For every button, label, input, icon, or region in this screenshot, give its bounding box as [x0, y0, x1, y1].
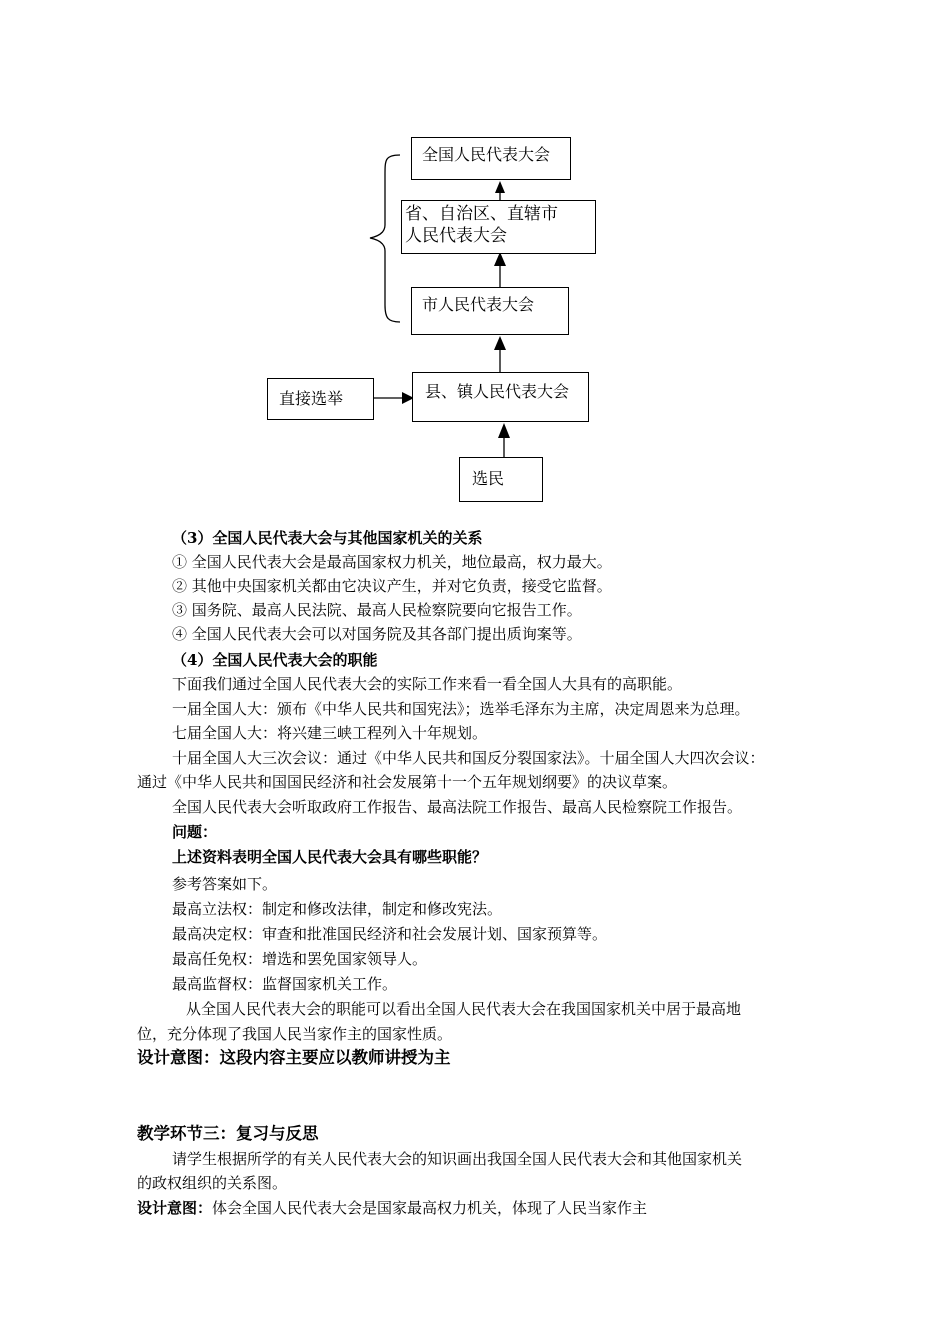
section3-heading: （3）全国人民代表大会与其他国家机关的关系 [172, 529, 483, 547]
node-voters [459, 457, 543, 502]
conclusion-line-1: 从全国人民代表大会的职能可以看出全国人民代表大会在我国国家机关中居于最高地 [186, 1000, 742, 1018]
arrow-up-icon [494, 252, 506, 266]
section3-item-2: ② 其他中央国家机关都由它决议产生，并对它负责，接受它监督。 [172, 577, 612, 595]
arrow-up-icon [494, 336, 506, 350]
section3-item-4: ④ 全国人民代表大会可以对国务院及其各部门提出质询案等。 [172, 625, 582, 643]
node-city [411, 287, 569, 335]
node-direct-election [267, 378, 374, 420]
diagram-connectors [0, 0, 950, 520]
part3-design-label: 设计意图： [137, 1199, 213, 1217]
node-npc-label: 全国人民代表大会 [422, 145, 551, 164]
answer-4: 最高监督权：监督国家机关工作。 [172, 975, 398, 993]
node-provincial-label-2: 人民代表大会 [405, 226, 507, 246]
grouping-brace [370, 155, 400, 322]
section4-paragraph-4: 全国人民代表大会听取政府工作报告、最高法院工作报告、最高人民检察院工作报告。 [172, 798, 743, 816]
part3-body-line-1: 请学生根据所学的有关人民代表大会的知识画出我国全国人民代表大会和其他国家机关 [172, 1150, 743, 1168]
node-county-label: 县、镇人民代表大会 [425, 382, 570, 401]
section4-paragraph-1: 一届全国人大：颁布《中华人民共和国宪法》；选举毛泽东为主席，决定周恩来为总理。 [172, 700, 750, 718]
node-county [412, 372, 589, 422]
node-city-label: 市人民代表大会 [422, 295, 535, 314]
answer-intro: 参考答案如下。 [172, 875, 278, 893]
node-voters-label: 选民 [472, 469, 505, 488]
node-npc [411, 137, 571, 180]
part3-heading: 教学环节三：复习与反思 [137, 1124, 319, 1143]
question-label: 问题： [172, 823, 218, 841]
section4-heading: （4）全国人民代表大会的职能 [172, 651, 378, 669]
part3-design-intent [137, 1196, 647, 1220]
answer-3: 最高任免权：增选和罢免国家领导人。 [172, 950, 428, 968]
section4-intro: 下面我们通过全国人民代表大会的实际工作来看一看全国人大具有的高职能。 [172, 675, 683, 693]
answer-2: 最高决定权：审查和批准国民经济和社会发展计划、国家预算等。 [172, 925, 608, 943]
section3-item-1: ① 全国人民代表大会是最高国家权力机关，地位最高，权力最大。 [172, 553, 612, 571]
section4-paragraph-2: 七届全国人大：将兴建三峡工程列入十年规划。 [172, 724, 488, 742]
arrow-up-icon [498, 423, 510, 438]
node-direct-election-label: 直接选举 [279, 389, 344, 408]
node-provincial [401, 200, 596, 254]
answer-1: 最高立法权：制定和修改法律，制定和修改宪法。 [172, 900, 503, 918]
section3-item-3: ③ 国务院、最高人民法院、最高人民检察院要向它报告工作。 [172, 601, 582, 619]
arrow-up-icon [495, 181, 505, 193]
section4-paragraph-3a: 十届全国人大三次会议：通过《中华人民共和国反分裂国家法》。十届全国人大四次会议： [172, 749, 765, 767]
section4-paragraph-3b: 通过《中华人民共和国国民经济和社会发展第十一个五年规划纲要》的决议草案。 [137, 773, 678, 791]
question-text: 上述资料表明全国人民代表大会具有哪些职能？ [172, 848, 488, 866]
design-intent: 设计意图：这段内容主要应以教师讲授为主 [137, 1048, 451, 1067]
conclusion-line-2: 位，充分体现了我国人民当家作主的国家性质。 [137, 1025, 453, 1043]
node-provincial-label-1: 省、自治区、直辖市 [405, 204, 558, 224]
part3-design-text: 体会全国人民代表大会是国家最高权力机关，体现了人民当家作主 [212, 1199, 648, 1217]
part3-body-line-2: 的政权组织的关系图。 [137, 1174, 288, 1192]
